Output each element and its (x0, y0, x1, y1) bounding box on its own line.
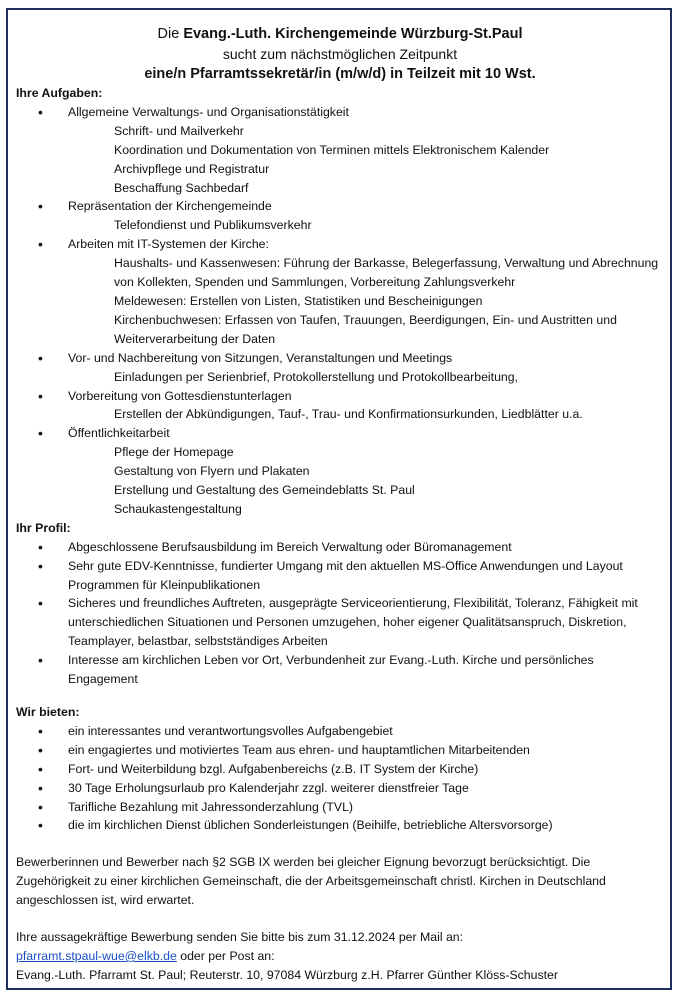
list-item: • die im kirchlichen Dienst üblichen Sonderleistungen (Beihilfe, betriebliche Altersvorsorge) (16, 816, 664, 835)
equal-opportunity-notice: Bewerberinnen und Bewerber nach §2 SGB IX werden bei gleicher Eignung bevorzugt berücksichtigt. Die Zugehörigkeit zu einer kirchlichen Gemeinschaft, die der Arbeitsgemeinschaft christl. Kirchen in Deutschland angeschlossen ist, wird erwartet. (16, 855, 606, 908)
bieten-list (16, 722, 664, 835)
sub-item: Erstellung und Gestaltung des Gemeindeblatts St. Paul (114, 483, 415, 498)
header-line-1: Die Evang.-Luth. Kirchengemeinde Würzburg-St.Paul (157, 26, 523, 42)
sub-item: Beschaffung Sachbedarf (114, 180, 249, 195)
parish-name: Evang.-Luth. Kirchengemeinde Würzburg-St.Paul (183, 26, 523, 42)
list-item: • Vor- und Nachbereitung von Sitzungen, Veranstaltungen und Meetings (16, 349, 664, 368)
sub-item: Meldewesen: Erstellen von Listen, Statistiken und Bescheinigungen (114, 293, 483, 308)
bieten-title: Wir bieten: (16, 705, 80, 719)
sub-item: Kirchenbuchwesen: Erfassen von Taufen, Trauungen, Beerdigungen, Ein- und Austritten und Weiterverarbeitung der Daten (114, 312, 617, 346)
list-item: • Abgeschlossene Berufsausbildung im Bereich Verwaltung oder Büromanagement (16, 538, 664, 557)
list-item: • Sehr gute EDV-Kenntnisse, fundierter Umgang mit den aktuellen MS-Office Anwendungen und Layout Programmen für Kleinpublikationen (16, 557, 664, 595)
list-item: • Fort- und Weiterbildung bzgl. Aufgabenbereichs (z.B. IT System der Kirche) (16, 760, 664, 779)
header-line-2: sucht zum nächstmöglichen Zeitpunkt (222, 46, 458, 62)
list-item: • Arbeiten mit IT-Systemen der Kirche: (16, 235, 664, 254)
list-item: • ein engagiertes und motiviertes Team aus ehren- und hauptamtlichen Mitarbeitenden (16, 741, 664, 760)
list-item: • Öffentlichkeitarbeit (16, 424, 664, 443)
sub-item: Erstellen der Abkündigungen, Tauf-, Trau- und Konfirmationsurkunden, Liedblätter u.a. (114, 407, 583, 422)
document-frame (6, 8, 672, 990)
sub-item: Gestaltung von Flyern und Plakaten (114, 464, 310, 479)
job-posting (16, 20, 664, 985)
sub-item: Koordination und Dokumentation von Terminen mittels Elektronischem Kalender (114, 142, 550, 157)
aufgaben-title: Ihre Aufgaben: (16, 86, 103, 100)
job-title: eine/n Pfarramtssekretär/in (m/w/d) in Teilzeit mit 10 Wst. (144, 66, 536, 82)
profil-list (16, 538, 664, 689)
list-item: • Interesse am kirchlichen Leben vor Ort, Verbundenheit zur Evang.-Luth. Kirche und persönliches Engagement (16, 651, 664, 689)
email-link[interactable]: pfarramt.stpaul-wue@elkb.de (16, 948, 177, 963)
aufgaben-list (16, 103, 664, 122)
profil-title: Ihr Profil: (16, 520, 71, 535)
list-item: • Tarifliche Bezahlung mit Jahressonderzahlung (TVL) (16, 798, 664, 817)
postal-address: Evang.-Luth. Pfarramt St. Paul; Reuterstr. 10, 97084 Würzburg z.H. Pfarrer Günther Klöss-Schuster (16, 967, 558, 982)
contact-email-line: pfarramt.stpaul-wue@elkb.de oder per Post an: (16, 948, 275, 963)
sub-item: Haushalts- und Kassenwesen: Führung der Barkasse, Belegerfassung, Verwaltung und Abrechnung von Kollekten, Spenden und Sammlungen, Vorbereitung Zahlungsverkehr (114, 256, 659, 290)
contact-instruction: Ihre aussagekräftige Bewerbung senden Sie bitte bis zum 31.12.2024 per Mail an: (16, 930, 464, 945)
contact-block (16, 928, 664, 985)
list-item: • Repräsentation der Kirchengemeinde (16, 197, 664, 216)
sub-item: Telefondienst und Publikumsverkehr (114, 218, 312, 233)
list-item: • 30 Tage Erholungsurlaub pro Kalenderjahr zzgl. weiterer dienstfreier Tage (16, 779, 664, 798)
sub-item: Archivpflege und Registratur (114, 161, 270, 176)
sub-item: Einladungen per Serienbrief, Protokollerstellung und Protokollbearbeitung, (114, 369, 519, 384)
list-item: • Allgemeine Verwaltungs- und Organisationstätigkeit (16, 103, 664, 122)
posting-header (16, 24, 664, 84)
sub-item: Pflege der Homepage (114, 445, 234, 460)
list-item: • Sicheres und freundliches Auftreten, ausgeprägte Serviceorientierung, Flexibilität, Toleranz, Fähigkeit mit unterschiedlichen Situationen und Personen umzugehen, hoher eigener Qualitätsanspruch, Diskretion, Teamplayer, belastbar, selbstständiges Arbeiten (16, 594, 664, 651)
sub-item: Schaukastengestaltung (114, 501, 242, 516)
sub-item: Schrift- und Mailverkehr (114, 123, 244, 138)
list-item: • ein interessantes und verantwortungsvolles Aufgabengebiet (16, 722, 664, 741)
list-item: • Vorbereitung von Gottesdienstunterlagen (16, 387, 664, 406)
